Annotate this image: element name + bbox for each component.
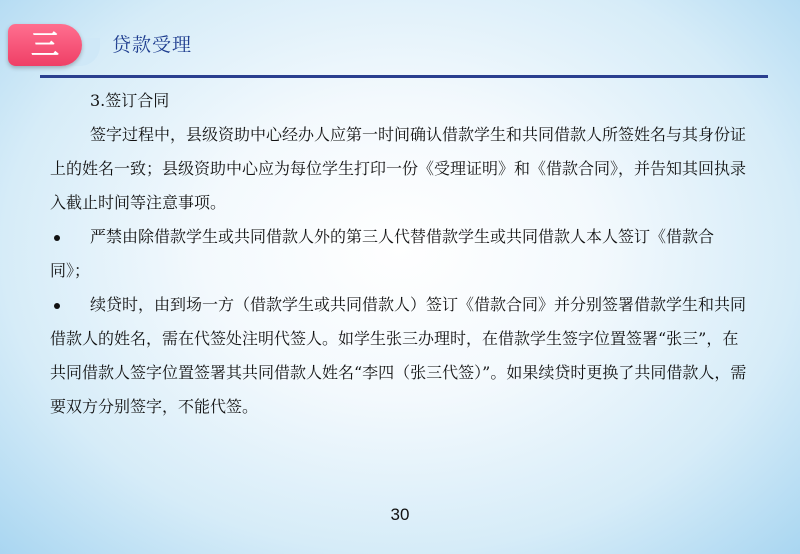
bullet-item [50, 220, 750, 288]
section-number-badge: 三 [8, 24, 82, 66]
bullet-text: 严禁由除借款学生或共同借款人外的第三人代替借款学生或共同借款人本人签订《借款合同》； [50, 227, 715, 280]
header-divider [40, 75, 768, 78]
page-number: 30 [390, 505, 410, 524]
bullet-item [50, 288, 750, 424]
bullet-dot-icon [54, 303, 60, 309]
subheading: 3.签订合同 [90, 91, 170, 110]
body-paragraph: 签字过程中，县级资助中心经办人应第一时间确认借款学生和共同借款人所签姓名与其身份证上的姓名一致；县级资助中心应为每位学生打印一份《受理证明》和《借款合同》，并告知其回执录入截止时间等注意事项。 [50, 125, 747, 212]
bullet-text: 续贷时，由到场一方（借款学生或共同借款人）签订《借款合同》并分别签署借款学生和共同借款人的姓名，需在代签处注明代签人。如学生张三办理时，在借款学生签字位置签署“张三”，在共同借款人签字位置签署其共同借款人姓名“李四（张三代签）”。如果续贷时更换了共同借款人，需要双方分别签字，不能代签。 [50, 295, 747, 416]
bullet-dot-icon [54, 235, 60, 241]
section-title: 贷款受理 [112, 34, 193, 56]
slide-header [0, 16, 800, 72]
slide-content [50, 84, 750, 424]
